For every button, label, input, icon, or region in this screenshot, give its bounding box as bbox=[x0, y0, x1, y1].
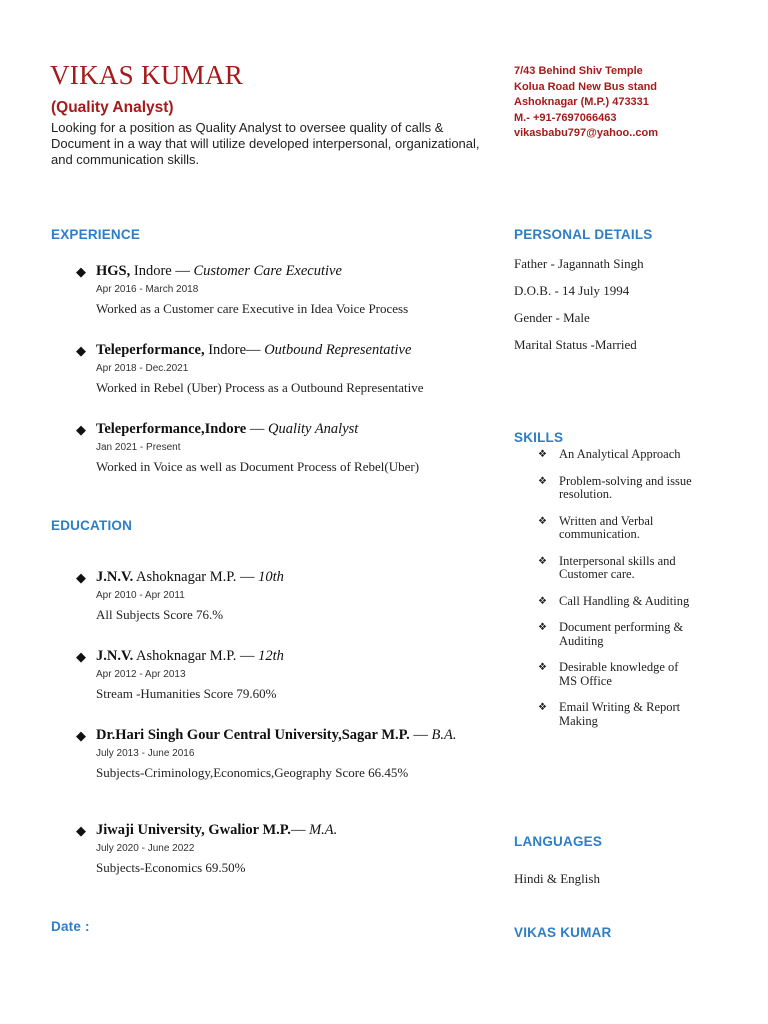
entry-org: J.N.V. bbox=[96, 569, 134, 585]
entry-place: Indore— bbox=[204, 342, 265, 358]
diamond-icon: ◆ bbox=[76, 570, 86, 585]
entry-org: Teleperformance,Indore bbox=[96, 421, 247, 437]
entry-title: 12th bbox=[258, 648, 284, 664]
entry-place: Ashoknagar M.P. — bbox=[133, 648, 259, 664]
contact-email[interactable]: vikasbabu797@yahoo..com bbox=[514, 127, 659, 139]
entry-org: HGS, bbox=[96, 263, 131, 279]
skill-item: ❖ An Analytical Approach bbox=[538, 447, 681, 461]
skills-list bbox=[538, 448, 698, 741]
education-entry bbox=[76, 569, 471, 623]
education-heading: EDUCATION bbox=[51, 518, 133, 533]
four-diamond-icon: ❖ bbox=[538, 515, 547, 527]
experience-entry bbox=[76, 342, 471, 396]
candidate-role: (Quality Analyst) bbox=[51, 99, 174, 116]
personal-detail-father: Father - Jagannath Singh bbox=[514, 256, 644, 271]
entry-title: Outbound Representative bbox=[264, 342, 412, 358]
entry-date: July 2013 - June 2016 bbox=[96, 748, 195, 759]
education-entry bbox=[76, 727, 471, 781]
entry-org: Dr.Hari Singh Gour Central University,Sagar M.P. bbox=[96, 727, 410, 743]
entry-description: Worked in Rebel (Uber) Process as a Outbound Representative bbox=[96, 380, 424, 395]
contact-address-line-3: Ashoknagar (M.P.) 473331 bbox=[514, 96, 649, 108]
entry-date: Apr 2016 - March 2018 bbox=[96, 284, 199, 295]
entry-place: — bbox=[409, 727, 432, 743]
entry-place: Ashoknagar M.P. — bbox=[133, 569, 259, 585]
experience-entry bbox=[76, 263, 471, 317]
footer-name: VIKAS KUMAR bbox=[514, 925, 612, 940]
four-diamond-icon: ❖ bbox=[538, 622, 547, 633]
four-diamond-icon: ❖ bbox=[538, 595, 547, 607]
entry-date: July 2020 - June 2022 bbox=[96, 843, 195, 854]
education-entry bbox=[76, 648, 471, 702]
skill-item: ❖ Interpersonal skills and Customer care. bbox=[538, 553, 676, 581]
experience-heading: EXPERIENCE bbox=[51, 227, 141, 242]
entry-title: Customer Care Executive bbox=[193, 263, 342, 279]
objective-text: Looking for a position as Quality Analyst to oversee quality of calls & Document in a way that will utilize developed interpersonal, organizational, and communication skills. bbox=[51, 120, 480, 167]
four-diamond-icon: ❖ bbox=[538, 555, 547, 567]
entry-org: J.N.V. bbox=[96, 648, 134, 664]
entry-description: Worked in Voice as well as Document Process of Rebel(Uber) bbox=[96, 459, 420, 474]
entry-description: Worked as a Customer care Executive in Idea Voice Process bbox=[96, 301, 409, 316]
skill-item: ❖ Document performing & Auditing bbox=[538, 620, 684, 648]
entry-title: Quality Analyst bbox=[267, 421, 359, 437]
entry-org: Teleperformance, bbox=[96, 342, 205, 358]
diamond-icon: ◆ bbox=[76, 649, 86, 664]
entry-date: Apr 2012 - Apr 2013 bbox=[96, 669, 186, 680]
personal-details-heading: PERSONAL DETAILS bbox=[514, 227, 653, 242]
diamond-icon: ◆ bbox=[76, 264, 86, 279]
entry-place: — bbox=[290, 822, 310, 838]
diamond-icon: ◆ bbox=[76, 728, 86, 743]
skill-item: ❖ Problem-solving and issue resolution. bbox=[538, 473, 692, 501]
entry-description: Stream -Humanities Score 79.60% bbox=[96, 686, 277, 701]
education-entry bbox=[76, 822, 471, 876]
personal-detail-marital-status: Marital Status -Married bbox=[514, 337, 637, 352]
entry-date: Jan 2021 - Present bbox=[96, 442, 181, 453]
diamond-icon: ◆ bbox=[76, 823, 86, 838]
languages-heading: LANGUAGES bbox=[514, 834, 603, 849]
skill-item: ❖ Desirable knowledge of MS Office bbox=[538, 660, 679, 688]
four-diamond-icon: ❖ bbox=[538, 662, 547, 673]
entry-title: B.A. bbox=[431, 727, 457, 743]
languages-value: Hindi & English bbox=[514, 871, 600, 886]
entry-title: M.A. bbox=[309, 822, 338, 838]
skill-item: ❖ Call Handling & Auditing bbox=[538, 593, 690, 608]
date-label: Date : bbox=[51, 919, 90, 934]
personal-detail-dob: D.O.B. - 14 July 1994 bbox=[514, 283, 630, 298]
experience-entry bbox=[76, 421, 471, 475]
contact-phone: M.- +91-7697066463 bbox=[514, 111, 617, 124]
entry-description: Subjects-Economics 69.50% bbox=[96, 860, 246, 875]
diamond-icon: ◆ bbox=[76, 343, 86, 358]
entry-date: Apr 2018 - Dec.2021 bbox=[96, 363, 189, 374]
entry-description: Subjects-Criminology,Economics,Geography Score 66.45% bbox=[96, 765, 409, 780]
entry-date: Apr 2010 - Apr 2011 bbox=[96, 590, 185, 601]
contact-address-line-1: 7/43 Behind Shiv Temple bbox=[514, 65, 643, 77]
entry-description: All Subjects Score 76.% bbox=[96, 607, 224, 622]
contact-address-line-2: Kolua Road New Bus stand bbox=[514, 80, 658, 93]
entry-place: — bbox=[246, 421, 268, 437]
four-diamond-icon: ❖ bbox=[538, 702, 547, 713]
skill-item: ❖ Written and Verbal communication. bbox=[538, 513, 654, 541]
candidate-name: VIKAS KUMAR bbox=[50, 60, 244, 90]
skill-item: ❖ Email Writing & Report Making bbox=[538, 700, 681, 728]
four-diamond-icon: ❖ bbox=[538, 449, 547, 460]
entry-title: 10th bbox=[258, 569, 284, 585]
contact-block bbox=[514, 64, 754, 142]
skills-heading: SKILLS bbox=[514, 430, 564, 445]
four-diamond-icon: ❖ bbox=[538, 475, 547, 487]
entry-place: Indore — bbox=[130, 263, 194, 279]
diamond-icon: ◆ bbox=[76, 422, 86, 437]
personal-detail-gender: Gender - Male bbox=[514, 310, 590, 325]
entry-org: Jiwaji University, Gwalior M.P. bbox=[96, 822, 291, 838]
